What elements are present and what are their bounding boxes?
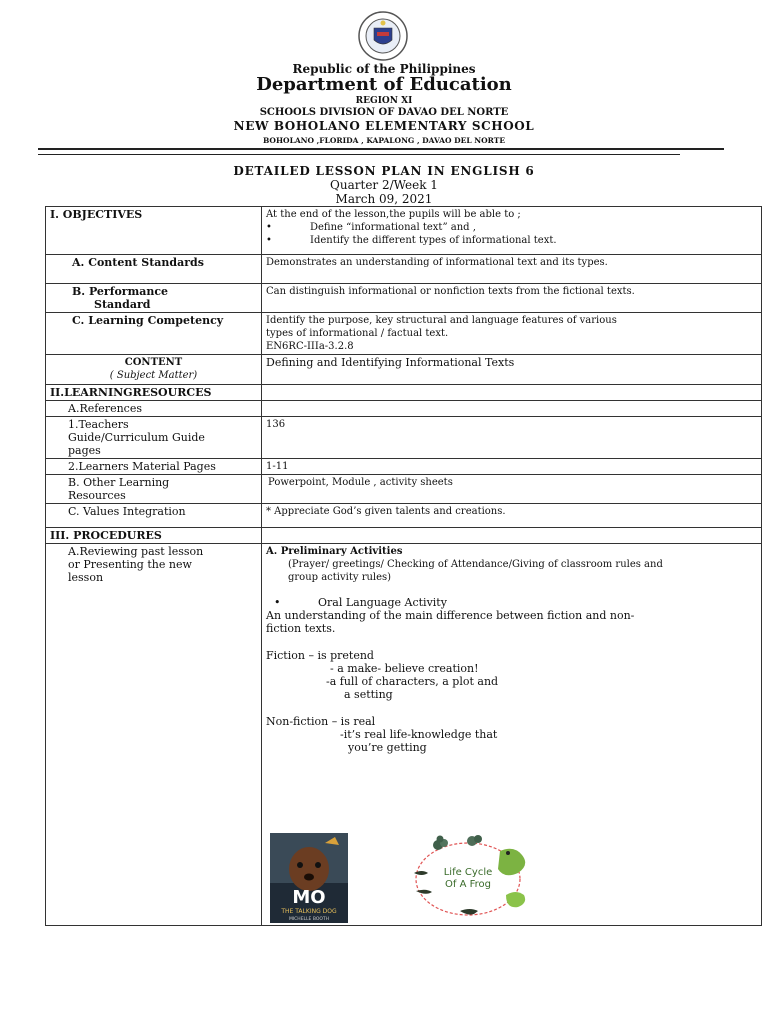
table-row-learners-material	[46, 459, 762, 475]
objective-item: • Identify the different types of informational text.	[266, 234, 757, 247]
review-content	[262, 544, 762, 926]
fiction-line: -a full of characters, a plot and	[326, 675, 499, 688]
content-standards-label: A. Content Standards	[46, 255, 262, 284]
table-row-objectives	[46, 207, 762, 255]
table-row-content	[46, 355, 762, 385]
doc-date: March 09, 2021	[335, 192, 433, 206]
department-heading: Department of Education	[256, 74, 512, 95]
fiction-line: - a make- believe creation!	[330, 662, 479, 675]
understanding-line: An understanding of the main difference between fiction and non-	[266, 609, 635, 622]
review-label-line: lesson	[68, 571, 104, 584]
content-label	[46, 355, 262, 385]
book-author-text: MICHELLE BOOTH	[288, 917, 330, 922]
objectives-value	[262, 207, 762, 255]
learning-competency-label: C. Learning Competency	[46, 313, 262, 355]
table-row-references	[46, 401, 762, 417]
objectives-label	[46, 207, 262, 255]
procedures-label: III. PROCEDURES	[46, 528, 262, 544]
book-subtitle-text: THE TALKING DOG	[281, 908, 337, 915]
learning-resources-value	[262, 385, 762, 401]
learning-resources-label: II.LEARNINGRESOURCES	[46, 385, 262, 401]
header-rule-thin	[38, 154, 680, 155]
values-integration-value: * Appreciate God’s given talents and creations.	[262, 504, 762, 528]
table-row-performance-standard	[46, 284, 762, 313]
address-heading: BOHOLANO ,FLORIDA , KAPALONG , DAVAO DEL NORTE	[262, 136, 506, 145]
objectives-intro: At the end of the lesson,the pupils will be able to ;	[266, 209, 521, 220]
tg-label-line: 1.Teachers	[68, 418, 129, 431]
table-row-review	[46, 544, 762, 926]
other-resources-label	[46, 475, 262, 504]
country-heading: Republic of the Philippines	[292, 62, 476, 76]
performance-standard-label	[46, 284, 262, 313]
review-label-line: A.Reviewing past lesson	[68, 545, 204, 558]
doc-title: DETAILED LESSON PLAN IN ENGLISH 6	[233, 164, 535, 178]
learning-competency-value	[262, 313, 762, 355]
content-value: Defining and Identifying Informational Texts	[262, 355, 762, 385]
content-standards-value: Demonstrates an understanding of informational text and its types.	[262, 255, 762, 284]
procedures-value	[262, 528, 762, 544]
region-heading: REGION XI	[355, 96, 413, 106]
oral-language-item: • Oral Language Activity	[274, 596, 757, 609]
table-row-other-resources	[46, 475, 762, 504]
performance-label-line: B. Performance	[72, 285, 169, 298]
nonfiction-line: Non-fiction – is real	[266, 715, 376, 728]
preliminary-title: A. Preliminary Activities	[266, 546, 403, 557]
competency-line: types of informational / factual text.	[266, 328, 449, 339]
teachers-guide-label	[46, 417, 262, 459]
content-label-text: CONTENT	[124, 357, 183, 368]
table-row-content-standards	[46, 255, 762, 284]
table-row-values-integration	[46, 504, 762, 528]
objectives-label-text: I. OBJECTIVES	[50, 208, 143, 221]
references-value	[262, 401, 762, 417]
division-heading: SCHOOLS DIVISION OF DAVAO DEL NORTE	[259, 107, 509, 118]
references-label: A.References	[46, 401, 262, 417]
frog-life-cycle-image	[400, 833, 540, 923]
lesson-plan-table	[45, 206, 762, 926]
subject-matter-label: ( Subject Matter)	[109, 370, 198, 381]
header-rule-thick	[38, 148, 724, 150]
review-label-line: or Presenting the new	[68, 558, 192, 571]
learners-material-label: 2.Learners Material Pages	[46, 459, 262, 475]
table-row-learning-resources	[46, 385, 762, 401]
frog-title-line: Life Cycle	[443, 867, 493, 878]
fiction-line: Fiction – is pretend	[266, 649, 374, 662]
table-row-teachers-guide	[46, 417, 762, 459]
values-integration-label: C. Values Integration	[46, 504, 262, 528]
doc-quarter: Quarter 2/Week 1	[330, 178, 438, 192]
other-label-line: Resources	[68, 489, 126, 502]
book-cover-image	[270, 833, 348, 923]
preliminary-desc: (Prayer/ greetings/ Checking of Attendance/Giving of classroom rules and	[288, 559, 663, 570]
learners-material-value: 1-11	[262, 459, 762, 475]
preliminary-desc: group activity rules)	[288, 572, 392, 583]
deped-seal-icon	[350, 10, 416, 62]
teachers-guide-value: 136	[262, 417, 762, 459]
other-resources-value: Powerpoint, Module , activity sheets	[262, 475, 762, 504]
nonfiction-line: -it’s real life-knowledge that	[340, 728, 498, 741]
frog-title-line: Of A Frog	[445, 879, 491, 890]
understanding-line: fiction texts.	[266, 622, 336, 635]
book-title-text: MO	[292, 887, 326, 908]
school-heading: NEW BOHOLANO ELEMENTARY SCHOOL	[233, 119, 535, 133]
review-label	[46, 544, 262, 926]
competency-line: Identify the purpose, key structural and language features of various	[266, 315, 617, 326]
table-row-learning-competency	[46, 313, 762, 355]
tg-label-line: pages	[68, 444, 101, 457]
nonfiction-line: you’re getting	[348, 741, 427, 754]
tg-label-line: Guide/Curriculum Guide	[68, 431, 205, 444]
objective-item: • Define “informational text” and ,	[266, 221, 757, 234]
performance-standard-value: Can distinguish informational or nonfiction texts from the fictional texts.	[262, 284, 762, 313]
table-row-procedures	[46, 528, 762, 544]
performance-label-line: Standard	[94, 298, 151, 311]
competency-code: EN6RC-IIIa-3.2.8	[266, 341, 354, 352]
fiction-line: a setting	[344, 688, 393, 701]
other-label-line: B. Other Learning	[68, 476, 170, 489]
